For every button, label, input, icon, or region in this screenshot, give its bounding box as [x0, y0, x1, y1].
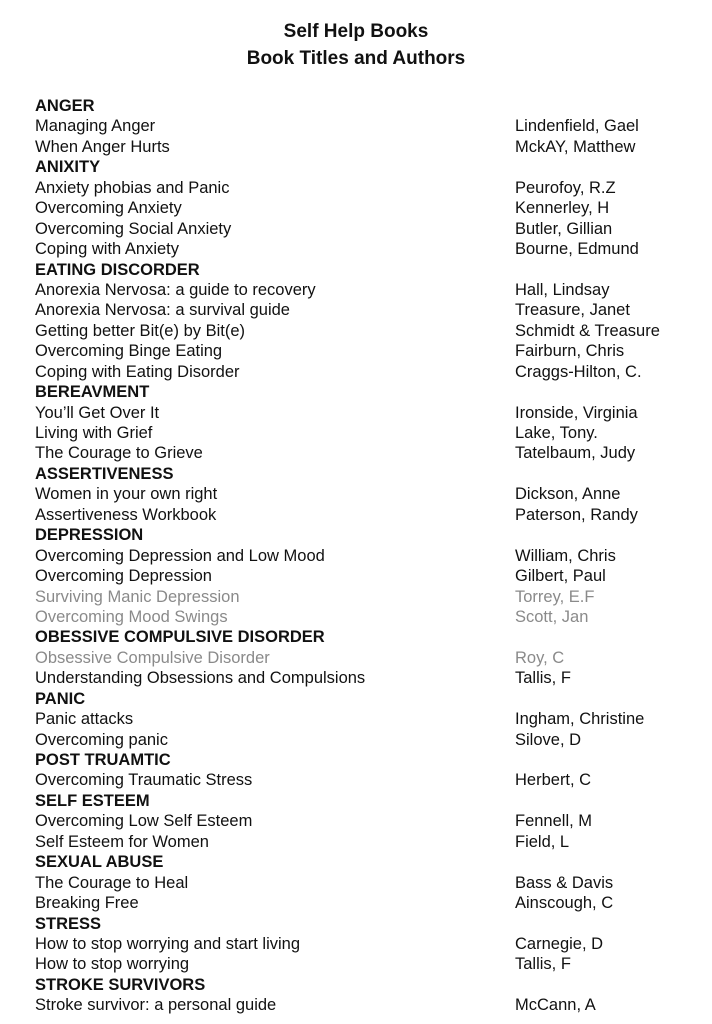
- book-title: Stroke survivor: a personal guide: [35, 996, 277, 1015]
- book-title: Self Esteem for Women: [35, 832, 209, 851]
- book-title: Overcoming Mood Swings: [35, 607, 228, 626]
- book-row: [35, 423, 695, 443]
- book-row: [35, 934, 695, 954]
- book-title: Anxiety phobias and Panic: [35, 178, 230, 197]
- book-author: Herbert, C: [515, 771, 592, 790]
- book-row: [35, 873, 695, 893]
- book-row: [35, 566, 695, 586]
- book-author: Field, L: [515, 832, 570, 851]
- book-title: Overcoming Binge Eating: [35, 342, 223, 361]
- book-author: Roy, C: [515, 648, 565, 667]
- book-author: Paterson, Randy: [515, 505, 638, 524]
- book-title: Overcoming Depression: [35, 567, 212, 586]
- book-author: MckAY, Matthew: [515, 137, 636, 156]
- book-row: [35, 362, 695, 382]
- category-heading: ANGER: [35, 97, 95, 115]
- book-row: [35, 280, 695, 300]
- page-subtitle: Book Titles and Authors: [246, 48, 466, 69]
- book-row: [35, 811, 695, 831]
- book-title: Getting better Bit(e) by Bit(e): [35, 321, 245, 340]
- book-title: Surviving Manic Depression: [35, 587, 240, 606]
- category-heading: ASSERTIVENESS: [35, 464, 174, 483]
- book-author: Ironside, Virginia: [515, 403, 638, 422]
- book-row: [35, 178, 695, 198]
- book-title: You’ll Get Over It: [35, 403, 160, 422]
- book-row: [35, 770, 695, 790]
- book-author: Lindenfield, Gael: [515, 117, 639, 136]
- book-title: Overcoming Traumatic Stress: [35, 771, 253, 790]
- category-heading: BEREAVMENT: [35, 383, 150, 402]
- book-row: [35, 995, 695, 1015]
- book-author: Fairburn, Chris: [515, 342, 625, 361]
- book-row: [35, 239, 695, 259]
- book-author: Scott, Jan: [515, 607, 589, 626]
- category-heading: SEXUAL ABUSE: [35, 853, 164, 872]
- book-title: Assertiveness Workbook: [35, 505, 217, 524]
- book-author: Ingham, Christine: [515, 710, 645, 729]
- category-heading: DEPRESSION: [35, 526, 144, 545]
- book-author: Gilbert, Paul: [515, 567, 606, 586]
- book-row: [35, 505, 695, 525]
- book-row: [35, 198, 695, 218]
- book-author: Tallis, F: [515, 669, 571, 688]
- book-row: [35, 668, 695, 688]
- book-row: [35, 546, 695, 566]
- book-row: [35, 116, 695, 136]
- book-list: [35, 96, 695, 1016]
- book-author: Bourne, Edmund: [515, 240, 639, 259]
- book-row: [35, 341, 695, 361]
- book-row: [35, 443, 695, 463]
- book-title: Panic attacks: [35, 710, 134, 729]
- page-header: [0, 18, 712, 72]
- book-author: Tatelbaum, Judy: [515, 444, 636, 463]
- book-row: [35, 403, 695, 423]
- book-author: Peurofoy, R.Z: [515, 178, 616, 197]
- book-title: Obsessive Compulsive Disorder: [35, 648, 270, 667]
- book-title: Managing Anger: [35, 117, 156, 136]
- book-author: Craggs-Hilton, C.: [515, 362, 642, 381]
- category-heading: STROKE SURVIVORS: [35, 975, 206, 994]
- book-title: Women in your own right: [35, 485, 218, 504]
- book-author: Treasure, Janet: [515, 301, 630, 320]
- book-author: Bass & Davis: [515, 873, 614, 892]
- book-row: [35, 300, 695, 320]
- book-author: Dickson, Anne: [515, 485, 621, 504]
- book-author: McCann, A: [515, 996, 596, 1015]
- book-row: [35, 484, 695, 504]
- book-author: Ainscough, C: [515, 894, 614, 913]
- book-title: Understanding Obsessions and Compulsions: [35, 669, 366, 688]
- book-title: The Courage to Grieve: [35, 444, 203, 463]
- book-title: Overcoming Anxiety: [35, 199, 182, 218]
- book-row: [35, 219, 695, 239]
- book-row: [35, 648, 695, 668]
- book-title: Breaking Free: [35, 894, 139, 913]
- book-author: Butler, Gillian: [515, 219, 613, 238]
- book-author: Torrey, E.F: [515, 587, 595, 606]
- category-heading: POST TRUAMTIC: [35, 751, 171, 769]
- book-author: Hall, Lindsay: [515, 280, 610, 299]
- book-author: Carnegie, D: [515, 934, 604, 953]
- book-row: [35, 321, 695, 341]
- book-author: Kennerley, H: [515, 199, 610, 218]
- book-author: Fennell, M: [515, 812, 593, 831]
- book-author: Silove, D: [515, 730, 582, 749]
- book-title: Overcoming Depression and Low Mood: [35, 546, 325, 565]
- book-author: William, Chris: [515, 546, 616, 565]
- book-title: Anorexia Nervosa: a survival guide: [35, 301, 290, 320]
- category-heading: STRESS: [35, 914, 102, 933]
- book-row: [35, 832, 695, 852]
- book-title: When Anger Hurts: [35, 137, 170, 156]
- book-row: [35, 137, 695, 157]
- book-title: Coping with Eating Disorder: [35, 362, 240, 381]
- book-title: Anorexia Nervosa: a guide to recovery: [35, 280, 316, 299]
- book-title: How to stop worrying and start living: [35, 934, 301, 953]
- page-title: Self Help Books: [283, 21, 429, 42]
- book-row: [35, 893, 695, 913]
- book-title: Overcoming panic: [35, 730, 168, 749]
- book-title: Living with Grief: [35, 424, 153, 442]
- category-heading: OBESSIVE COMPULSIVE DISORDER: [35, 628, 325, 647]
- book-title: How to stop worrying: [35, 955, 190, 974]
- book-author: Tallis, F: [515, 955, 571, 974]
- category-heading: EATING DISCORDER: [35, 260, 200, 279]
- book-title: The Courage to Heal: [35, 873, 189, 892]
- book-author: Lake, Tony.: [515, 424, 598, 442]
- book-title: Overcoming Social Anxiety: [35, 219, 232, 238]
- book-row: [35, 607, 695, 627]
- category-heading: PANIC: [35, 689, 86, 708]
- book-title: Coping with Anxiety: [35, 240, 179, 259]
- category-heading: ANIXITY: [35, 158, 101, 177]
- book-row: [35, 587, 695, 607]
- category-heading: SELF ESTEEM: [35, 791, 150, 810]
- book-title: Overcoming Low Self Esteem: [35, 812, 253, 831]
- book-author: Schmidt & Treasure: [515, 321, 660, 340]
- book-row: [35, 709, 695, 729]
- book-row: [35, 954, 695, 974]
- book-row: [35, 730, 695, 750]
